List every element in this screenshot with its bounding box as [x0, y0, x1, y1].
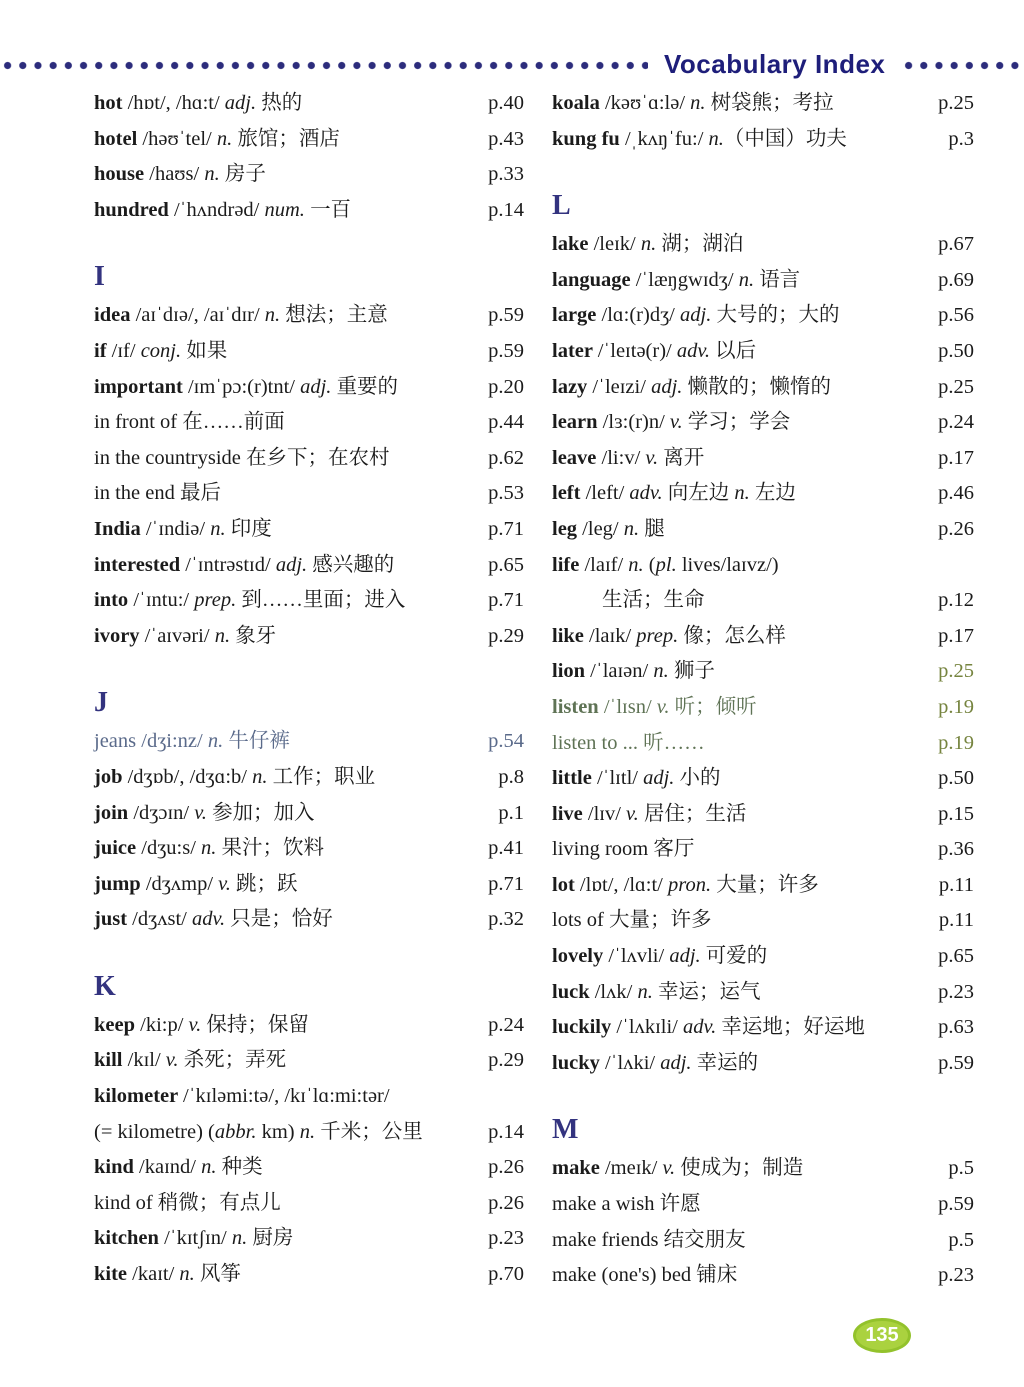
index-entry	[94, 1115, 524, 1151]
entry-text: kind /kaɪnd/ n. 种类	[94, 1156, 263, 1179]
entry-text: lovely /ˈlʌvli/ adj. 可爱的	[552, 945, 768, 968]
page-number: p.59	[938, 1193, 974, 1216]
entry-text: luckily /ˈlʌkɪli/ adv. 幸运地；好运地	[552, 1016, 865, 1039]
entry-text: important /ɪmˈpɔ:(r)tnt/ adj. 重要的	[94, 375, 399, 398]
index-entry	[552, 1151, 974, 1187]
dotted-line-right-icon	[901, 61, 1024, 70]
index-entry	[552, 726, 974, 762]
entry-text: job /dʒɒb/, /dʒɑ:b/ n. 工作；职业	[94, 765, 376, 788]
entry-text: like /laɪk/ prep. 像；怎么样	[552, 624, 786, 647]
entry-text: listen /ˈlɪsn/ v. 听；倾听	[552, 695, 757, 718]
entry-text: if /ɪf/ conj. 如果	[94, 339, 228, 362]
index-entry	[552, 476, 974, 512]
index-entry	[94, 298, 524, 334]
index-entry	[552, 903, 974, 939]
index-entry	[94, 831, 524, 867]
entry-text: jeans /dʒi:nz/ n. 牛仔裤	[94, 730, 290, 753]
page-number: p.43	[488, 127, 524, 150]
entry-text: lot /lɒt/, /lɑ:t/ pron. 大量；许多	[552, 873, 819, 896]
page-number: p.41	[488, 837, 524, 860]
section-letter-l: L	[552, 190, 571, 222]
page-number: p.54	[488, 730, 524, 753]
entry-text: later /ˈleɪtə(r)/ adv. 以后	[552, 339, 757, 362]
entry-text: hot /hɒt/, /hɑ:t/ adj. 热的	[94, 92, 303, 114]
index-entry	[552, 939, 974, 975]
entry-text: kilometer /ˈkɪləmi:tə/, /kɪˈlɑ:mi:tər/	[94, 1085, 390, 1108]
page-number: p.26	[488, 1156, 524, 1179]
entry-text: kung fu /ˌkʌŋˈfu:/ n.（中国）功夫	[552, 127, 847, 150]
index-entry	[94, 122, 524, 158]
page-number: p.25	[938, 92, 974, 114]
index-entry	[552, 86, 974, 122]
entry-text: jump /dʒʌmp/ v. 跳；跃	[94, 872, 298, 895]
entry-text: interested /ˈɪntrəstɪd/ adj. 感兴趣的	[94, 553, 395, 576]
index-entry	[94, 1186, 524, 1222]
index-entry	[552, 405, 974, 441]
index-entry	[552, 619, 974, 655]
page-number: p.19	[938, 731, 974, 754]
page-number: p.71	[488, 589, 524, 612]
entry-text: learn /lɜ:(r)n/ v. 学习；学会	[552, 411, 791, 434]
index-entry	[94, 405, 524, 441]
page-number: p.1	[498, 801, 524, 824]
entry-text: hundred /ˈhʌndrəd/ num. 一百	[94, 198, 352, 221]
entry-text: make a wish 许愿	[552, 1193, 701, 1216]
index-entry	[94, 583, 524, 619]
index-entry	[94, 619, 524, 655]
index-entry	[552, 975, 974, 1011]
entry-text: leg /leg/ n. 腿	[552, 517, 665, 540]
entry-text: into /ˈɪntu:/ prep. 到……里面；进入	[94, 589, 406, 612]
entry-text: in the end 最后	[94, 482, 221, 505]
page-number: p.17	[938, 446, 974, 469]
entry-text: language /ˈlæŋgwɪdʒ/ n. 语言	[552, 268, 801, 291]
index-entry	[552, 1258, 974, 1294]
entry-text: India /ˈɪndiə/ n. 印度	[94, 517, 272, 540]
page-number: p.53	[488, 482, 524, 505]
entry-text: lion /ˈlaɪən/ n. 狮子	[552, 660, 715, 683]
entry-text: large /lɑ:(r)dʒ/ adj. 大号的；大的	[552, 304, 840, 327]
index-entry	[94, 1043, 524, 1079]
page-number: p.26	[488, 1191, 524, 1214]
index-entry	[94, 370, 524, 406]
index-entry	[552, 1010, 974, 1046]
page-number: p.29	[488, 624, 524, 647]
page-number: p.33	[488, 163, 524, 186]
entry-text: 生活；生命	[602, 589, 705, 612]
page-number: p.59	[488, 339, 524, 362]
page-number: p.12	[938, 589, 974, 612]
index-entry	[94, 548, 524, 584]
page-number: p.14	[488, 198, 524, 221]
page-number: p.24	[488, 1013, 524, 1036]
page-number: p.62	[488, 446, 524, 469]
index-entry	[94, 441, 524, 477]
page-number: p.23	[938, 980, 974, 1003]
index-entry	[552, 370, 974, 406]
section-letter-m: M	[552, 1114, 579, 1146]
index-entry	[552, 1046, 974, 1082]
entry-text: in the countryside 在乡下；在农村	[94, 446, 390, 469]
index-entry	[552, 227, 974, 263]
entry-text: little /ˈlɪtl/ adj. 小的	[552, 767, 721, 790]
index-entry	[552, 797, 974, 833]
entry-text: left /left/ adv. 向左边 n. 左边	[552, 482, 796, 505]
page-number: p.67	[938, 233, 974, 256]
entry-text: leave /li:v/ v. 离开	[552, 446, 705, 469]
section-letter-j: J	[94, 687, 108, 719]
entry-text: kill /kɪl/ v. 杀死；弄死	[94, 1049, 287, 1072]
index-entry	[552, 334, 974, 370]
index-entry	[94, 724, 524, 760]
index-entry	[94, 1150, 524, 1186]
entry-text: make (one's) bed 铺床	[552, 1264, 738, 1287]
index-entry	[552, 512, 974, 548]
page-number: p.56	[938, 304, 974, 327]
entry-text: make /meɪk/ v. 使成为；制造	[552, 1157, 804, 1180]
entry-text: lots of 大量；许多	[552, 909, 712, 932]
entry-text: luck /lʌk/ n. 幸运；运气	[552, 980, 761, 1003]
entry-text: kitchen /ˈkɪtʃɪn/ n. 厨房	[94, 1227, 294, 1250]
page-number: p.44	[488, 411, 524, 434]
index-entry	[94, 1257, 524, 1293]
page-number: p.14	[488, 1120, 524, 1143]
page-number: p.26	[938, 517, 974, 540]
entry-text: lazy /ˈleɪzi/ adj. 懒散的；懒惰的	[552, 375, 832, 398]
index-entry	[552, 832, 974, 868]
page-number-badge: 135	[853, 1318, 911, 1353]
entry-text: ivory /ˈaɪvəri/ n. 象牙	[94, 624, 277, 647]
page-number: p.25	[938, 660, 974, 683]
page-number: p.25	[938, 375, 974, 398]
entry-text: idea /aɪˈdɪə/, /aɪˈdɪr/ n. 想法；主意	[94, 304, 388, 327]
entry-text: in front of 在……前面	[94, 411, 285, 434]
page-number: p.59	[938, 1051, 974, 1074]
index-entry	[94, 512, 524, 548]
page-number: p.24	[938, 411, 974, 434]
index-entry	[94, 334, 524, 370]
entry-text: join /dʒɔɪn/ v. 参加；加入	[94, 801, 315, 824]
page-number: p.36	[938, 838, 974, 861]
page-number: p.19	[938, 695, 974, 718]
page-number: p.40	[488, 92, 524, 114]
section-letter-i: I	[94, 261, 105, 293]
entry-text: koala /kəʊˈɑ:lə/ n. 树袋熊；考拉	[552, 92, 834, 114]
page-number: p.11	[938, 873, 974, 896]
entry-text: make friends 结交朋友	[552, 1228, 746, 1251]
index-entry	[552, 868, 974, 904]
index-entry	[552, 1223, 974, 1259]
entry-text: live /lɪv/ v. 居住；生活	[552, 802, 747, 825]
entry-text: hotel /həʊˈtel/ n. 旅馆；酒店	[94, 127, 340, 150]
index-entry	[552, 122, 974, 158]
page-number: p.11	[938, 909, 974, 932]
entry-text: keep /ki:p/ v. 保持；保留	[94, 1013, 309, 1036]
page-number: p.3	[948, 127, 974, 150]
index-entry	[94, 760, 524, 796]
page-number: p.23	[488, 1227, 524, 1250]
entry-text: (= kilometre) (abbr. km) n. 千米；公里	[94, 1120, 423, 1143]
page-number: p.63	[938, 1016, 974, 1039]
entry-text: house /haʊs/ n. 房子	[94, 163, 266, 186]
index-entry	[94, 1221, 524, 1257]
index-entry	[94, 902, 524, 938]
page-number: p.23	[938, 1264, 974, 1287]
entry-text: lake /leɪk/ n. 湖；湖泊	[552, 233, 744, 256]
entry-text: living room 客厅	[552, 838, 695, 861]
entry-text: life /laɪf/ n. (pl. lives/laɪvz/)	[552, 553, 779, 576]
page-number: p.70	[488, 1263, 524, 1286]
index-column-right	[552, 86, 974, 1294]
index-entry	[94, 1008, 524, 1044]
page-number: p.8	[498, 765, 524, 788]
entry-text: juice /dʒu:s/ n. 果汁；饮料	[94, 837, 325, 860]
dotted-line-left-icon	[0, 61, 648, 70]
page-number: p.46	[938, 482, 974, 505]
page-number: p.71	[488, 517, 524, 540]
index-entry	[94, 193, 524, 229]
entry-text: kind of 稍微；有点儿	[94, 1191, 281, 1214]
page-number: p.20	[488, 375, 524, 398]
index-entry	[552, 583, 974, 619]
page-number: p.50	[938, 339, 974, 362]
entry-text: kite /kaɪt/ n. 风筝	[94, 1263, 241, 1286]
page-number: p.65	[488, 553, 524, 576]
index-entry	[552, 548, 974, 584]
entry-text: listen to ... 听……	[552, 731, 705, 754]
page-number: p.32	[488, 908, 524, 931]
index-entry	[552, 263, 974, 299]
index-column-left	[94, 86, 524, 1293]
page-number: p.65	[938, 945, 974, 968]
page-number: p.69	[938, 268, 974, 291]
page-number: p.71	[488, 872, 524, 895]
index-entry	[94, 1079, 524, 1115]
index-entry	[552, 654, 974, 690]
page-number: p.50	[938, 767, 974, 790]
index-entry	[94, 86, 524, 122]
index-entry	[552, 761, 974, 797]
page-number: p.17	[938, 624, 974, 647]
page-title: Vocabulary Index	[664, 48, 886, 79]
page-number: p.59	[488, 304, 524, 327]
index-entry	[94, 476, 524, 512]
entry-text: lucky /ˈlʌki/ adj. 幸运的	[552, 1051, 759, 1074]
page-header	[0, 44, 1024, 84]
index-entry	[552, 690, 974, 726]
index-entry	[552, 298, 974, 334]
entry-text: just /dʒʌst/ adv. 只是；恰好	[94, 908, 333, 931]
index-entry	[94, 157, 524, 193]
index-entry	[552, 441, 974, 477]
page-number: p.15	[938, 802, 974, 825]
index-entry	[552, 1187, 974, 1223]
page-number: p.29	[488, 1049, 524, 1072]
page-number: p.5	[948, 1157, 974, 1180]
section-letter-k: K	[94, 970, 116, 1002]
index-entry	[94, 867, 524, 903]
index-entry	[94, 796, 524, 832]
page-number: p.5	[948, 1228, 974, 1251]
